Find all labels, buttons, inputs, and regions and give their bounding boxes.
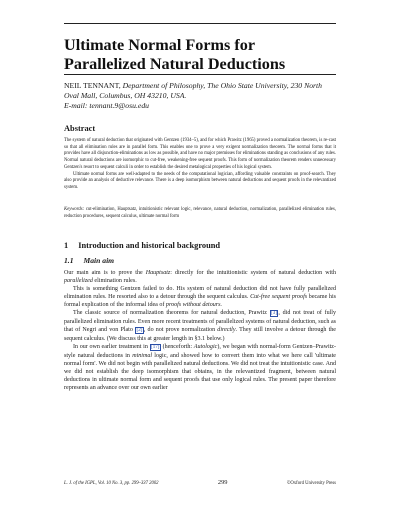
- page-footer: [64, 479, 336, 486]
- subsection-title: Main aim: [83, 256, 115, 265]
- body-text: [64, 269, 336, 392]
- author-email: E-mail: tennant.9@osu.edu: [64, 101, 150, 111]
- author-name: NEIL TENNANT,: [64, 81, 121, 90]
- body-paragraph: Our main aim is to prove the Hauptsatz: directly for the intuitionistic system of natural deduction with parallelized elimination rules.: [64, 270, 336, 284]
- citation-link[interactable]: [17]: [151, 345, 160, 350]
- keywords: [64, 207, 336, 220]
- citation-link[interactable]: [3]: [271, 311, 277, 316]
- abstract-paragraph: Ultimate normal forms are well-adapted to the needs of the computational logician, affording valuable constraints on proof-search. They also provide an analysis of deductive relevance. There is a deep isomorphism between natural deductions and sequent proofs in the relevantized system.: [64, 171, 336, 190]
- subsection-heading: [64, 256, 114, 265]
- header-rule: [64, 23, 336, 24]
- section-heading: [64, 241, 220, 250]
- title-rule: [64, 74, 336, 75]
- section-number: 1: [64, 241, 69, 250]
- journal-reference: L. J. of the IGPL, Vol. 10 No. 3, pp. 299–337 2002: [64, 481, 159, 486]
- abstract-heading: Abstract: [64, 124, 96, 133]
- keywords-text: cut-elimination, Hauptsatz, intuitionistic relevant logic, relevance, natural deduction, normalization, parallelized elimination rules, reduction procedures, sequent calculus, ultimate normal form: [64, 207, 337, 219]
- author-block: [64, 81, 336, 112]
- citation-link[interactable]: [2]: [136, 328, 143, 333]
- body-paragraph: The classic source of normalization theorems for natural deduction, Prawitz [3] , did not treat of fully parallelized elimination rules. Even more recent treatments of parallelized systems of natural deduction, such as that of Negri and von Plato [2] , do not prove normalization directly. They still involve a detour through the sequent calculus. (We discuss this at greater length in §3.1 below.): [64, 310, 336, 342]
- page-number: 299: [217, 479, 228, 486]
- abstract-paragraph: The system of natural deduction that originated with Gentzen (1934–5), and for which Prawitz (1965) proved a normalization theorem, is re-cast so that all elimination rules are in parallel form. This enables one to prove a very exigent normalization theorem. The normal forms that it provides have all disjunction-eliminations as low as possible, and have no major premisses for eliminations standing as conclusions of any rules. Normal natural deductions are isomorphic to cut-free, weakening-free sequent proofs. This form of normalization theorem renders unnecessary Gentzen's resort to sequent calculi in order to establish the desired metalogical properties of his logical system.: [64, 138, 336, 170]
- publisher-mark: ©Oxford University Press: [286, 481, 336, 486]
- section-title: Introduction and historical background: [78, 241, 221, 250]
- keywords-label: Keywords:: [64, 207, 85, 212]
- abstract-body: [64, 138, 336, 192]
- body-paragraph: This is something Gentzen failed to do. His system of natural deduction did not have fully parallelized elimination rules. He resorted also to a detour through the sequent calculus. Cut-free sequent proofs became his formal explication of the informal idea of proofs without detours.: [64, 286, 336, 308]
- author-affiliation: Department of Philosophy, The Ohio State University, 230 North Oval Mall, Columbus, OH 43210, USA.: [64, 81, 323, 101]
- body-paragraph: In our own earlier treatment in [17] (henceforth: Autologic), we began with normal-form Gentzen–Prawitz-style natural deductions in minimal logic, and showed how to convert them into what we here call 'ultimate normal form'. We did not begin with parallelized natural deductions. We did not treat the intuitionistic case. And we did not establish the deep isomorphism that obtains, in the relevantized fragment, between natural deductions in ultimate normal form and sequent proofs that use only logical rules. The present paper therefore represents an advance over our own earlier: [64, 344, 337, 391]
- paper-title: Ultimate Normal Forms for Parallelized Natural Deductions: [64, 36, 286, 73]
- subsection-number: 1.1: [64, 256, 74, 265]
